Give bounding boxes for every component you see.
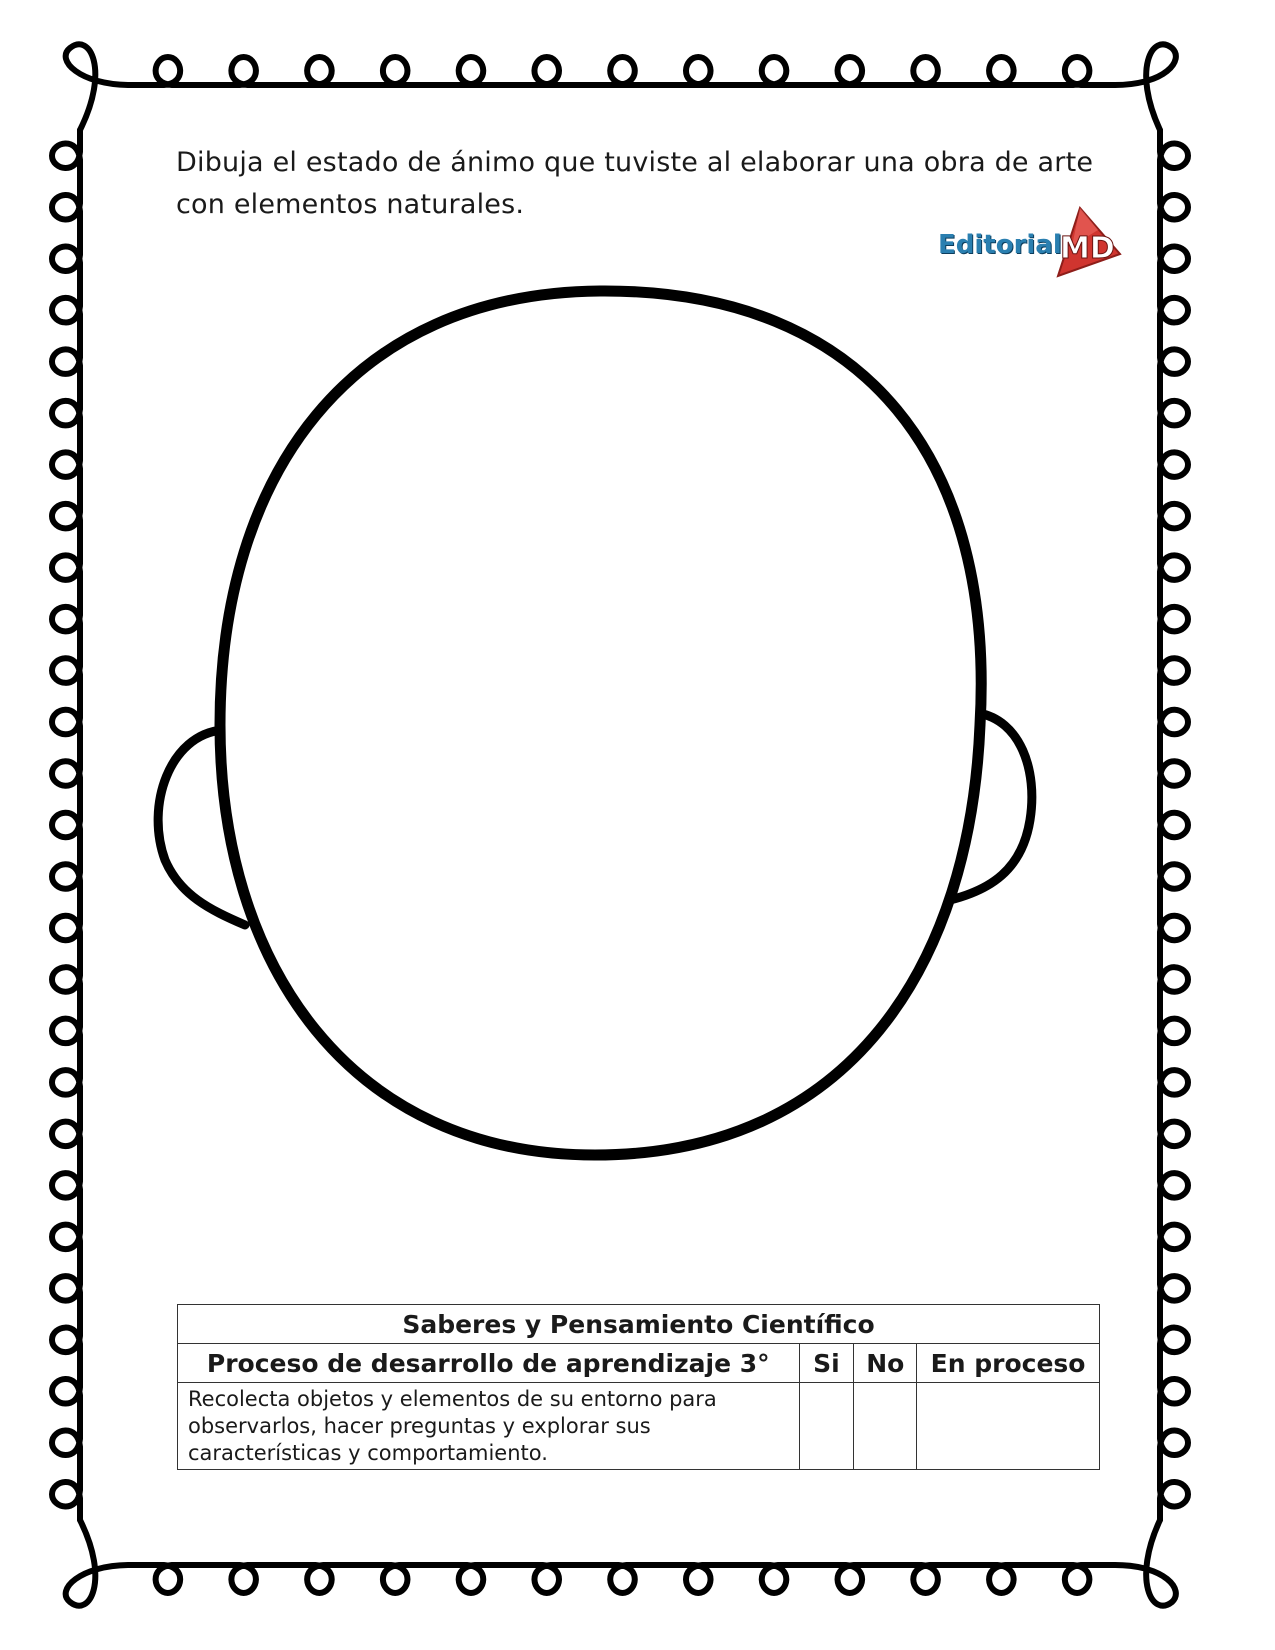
checkbox-cell-yes[interactable] [799, 1383, 854, 1470]
column-header-yes: Si [799, 1344, 854, 1383]
column-header-in-progress: En proceso [917, 1344, 1100, 1383]
border-right-loops [1160, 130, 1188, 1520]
editorial-logo [938, 206, 1120, 282]
rubric-title: Saberes y Pensamiento Científico [178, 1305, 1100, 1344]
logo-triangle-icon [1050, 206, 1122, 282]
table-row [178, 1383, 1100, 1470]
instruction-text: Dibuja el estado de ánimo que tuviste al elaborar una obra de arte con elementos naturales. [176, 147, 1094, 220]
border-corner-bottom-left [66, 1520, 130, 1606]
border-bottom-loops [130, 1565, 1115, 1593]
criterion-description: Recolecta objetos y elementos de su entorno para observarlos, hacer preguntas y explorar sus características y comportamiento. [178, 1383, 800, 1470]
column-header-criterion: Proceso de desarrollo de aprendizaje 3° [178, 1344, 800, 1383]
border-corner-bottom-right [1115, 1520, 1176, 1606]
checkbox-cell-in-progress[interactable] [917, 1383, 1100, 1470]
blank-face-outline-icon [150, 285, 1090, 1225]
border-corner-top-left [66, 44, 130, 130]
border-corner-top-right [1115, 44, 1176, 130]
column-header-no: No [854, 1344, 917, 1383]
rubric-title-row [178, 1305, 1100, 1344]
assessment-rubric-table [177, 1304, 1100, 1470]
logo-wordmark: Editorial [938, 230, 1062, 260]
svg-text:MD: MD [1060, 231, 1115, 266]
rubric-header-row [178, 1344, 1100, 1383]
checkbox-cell-no[interactable] [854, 1383, 917, 1470]
head-outline [220, 291, 981, 1155]
border-top-loops [130, 57, 1115, 85]
border-left-loops [52, 130, 80, 1520]
